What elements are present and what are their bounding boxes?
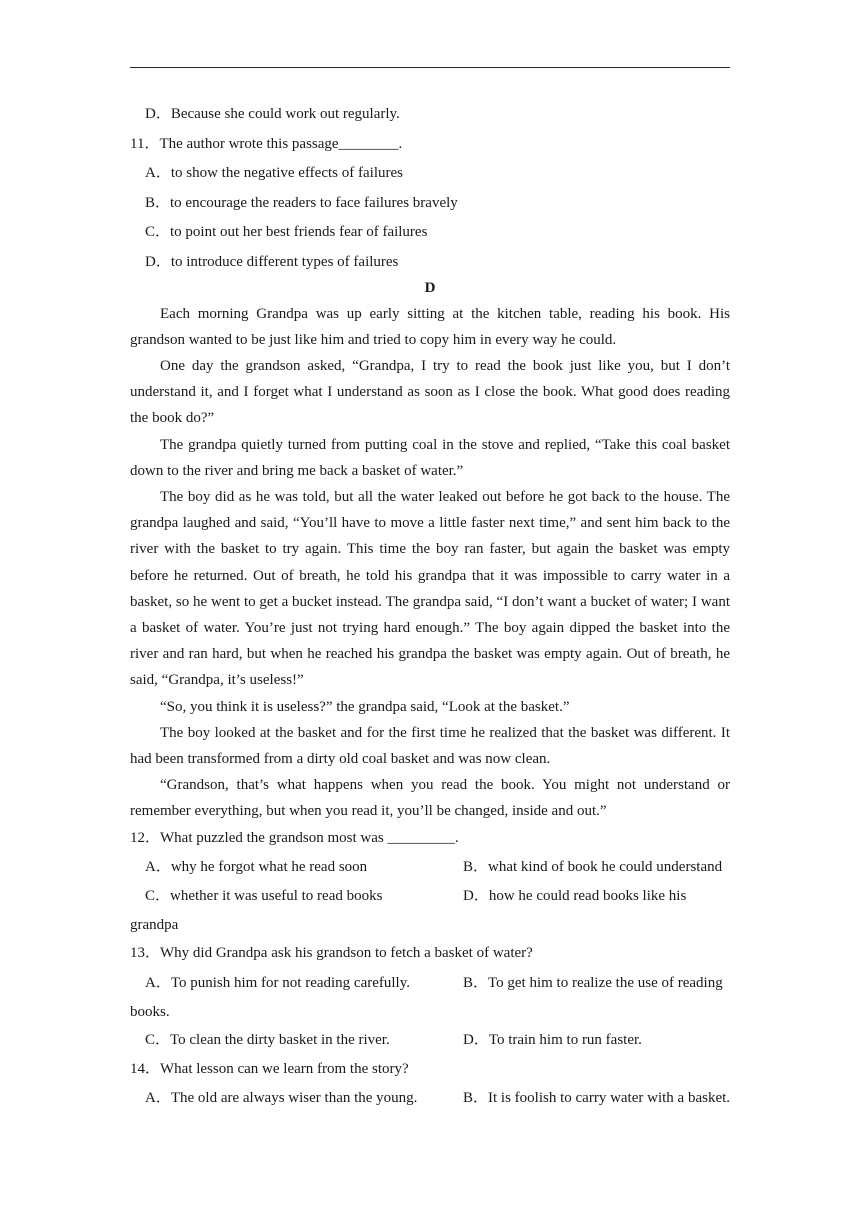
q13-option-c: C．To clean the dirty basket in the river. [145, 1031, 390, 1048]
page-content [130, 101, 730, 1114]
q12-option-d: D．how he could read books like his [463, 888, 687, 905]
q13-stem: 13．Why did Grandpa ask his grandson to fetch a basket of water? [130, 945, 533, 962]
q11-stem: 11．The author wrote this passage________. [130, 135, 403, 152]
q11-option-b: B．to encourage the readers to face failures bravely [145, 194, 458, 211]
q12-options-row-1 [130, 854, 730, 883]
q14-option-a: A．The old are always wiser than the young. [145, 1090, 418, 1107]
q14-stem: 14．What lesson can we learn from the story? [130, 1060, 409, 1077]
q13-option-b: B．To get him to realize the use of reading [463, 974, 723, 991]
passage-title: D [424, 279, 436, 296]
passage-paragraph: “So, you think it is useless?” the grandpa said, “Look at the basket.” [160, 698, 570, 715]
q10-option-d: D．Because she could work out regularly. [145, 106, 400, 122]
q12-option-c: C．whether it was useful to read books [145, 888, 383, 905]
passage-paragraph: The boy did as he was told, but all the water leaked out before he got back to the house. The grandpa laughed and said, “You’ll have to move a little faster next time,” and sent him back to the river with the basket to try again. This time the boy ran faster, but again the basket was empty before he returned. Out of breath, he told his grandpa that it was impossible to carry water in a basket, so he went to get a bucket instead. The grandpa said, “I don’t want a bucket of water; I want a basket of water. You’re just not trying hard enough.” The boy again dipped the basket into the river and ran hard, but when he reached his grandpa the basket was empty again. Out of breath, he said, “Grandpa, it’s useless!” [130, 488, 730, 689]
q11-option-a: A．to show the negative effects of failures [145, 165, 403, 181]
q13-options-row-2 [130, 1027, 730, 1056]
q12-options-row-2 [130, 883, 730, 912]
q13-option-b-wrap: books. [130, 1003, 170, 1020]
q14-options-row-1 [130, 1085, 730, 1114]
passage-paragraph: The boy looked at the basket and for the first time he realized that the basket was different. It had been transformed from a dirty old coal basket and was now clean. [130, 724, 730, 767]
q13-options-row-1 [130, 970, 730, 999]
q14-option-b: B．It is foolish to carry water with a basket. [463, 1090, 731, 1107]
q13-option-a: A．To punish him for not reading carefully. [145, 974, 410, 991]
q11-option-d: D．to introduce different types of failures [145, 253, 399, 270]
q12-option-d-wrap: grandpa [130, 917, 179, 934]
q12-option-a: A．why he forgot what he read soon [145, 859, 368, 876]
header-rule [130, 67, 730, 68]
passage-paragraph: “Grandson, that’s what happens when you read the book. You might not understand or remember everything, but when you read it, you’ll be changed, inside and out.” [130, 777, 730, 820]
q12-option-b: B．what kind of book he could understand [463, 859, 723, 876]
q13-option-d: D．To train him to run faster. [463, 1031, 642, 1048]
passage-paragraph: The grandpa quietly turned from putting coal in the stove and replied, “Take this coal basket down to the river and bring me back a basket of water.” [130, 436, 730, 479]
passage-paragraph: One day the grandson asked, “Grandpa, I try to read the book just like you, but I don’t understand it, and I forget what I understand as soon as I close the book. What good does reading the book do?” [130, 357, 730, 427]
q12-stem: 12．What puzzled the grandson most was _________. [130, 829, 459, 846]
q11-option-c: C．to point out her best friends fear of failures [145, 224, 428, 240]
passage-paragraph: Each morning Grandpa was up early sitting at the kitchen table, reading his book. His grandson wanted to be just like him and tried to copy him in every way he could. [130, 305, 730, 348]
